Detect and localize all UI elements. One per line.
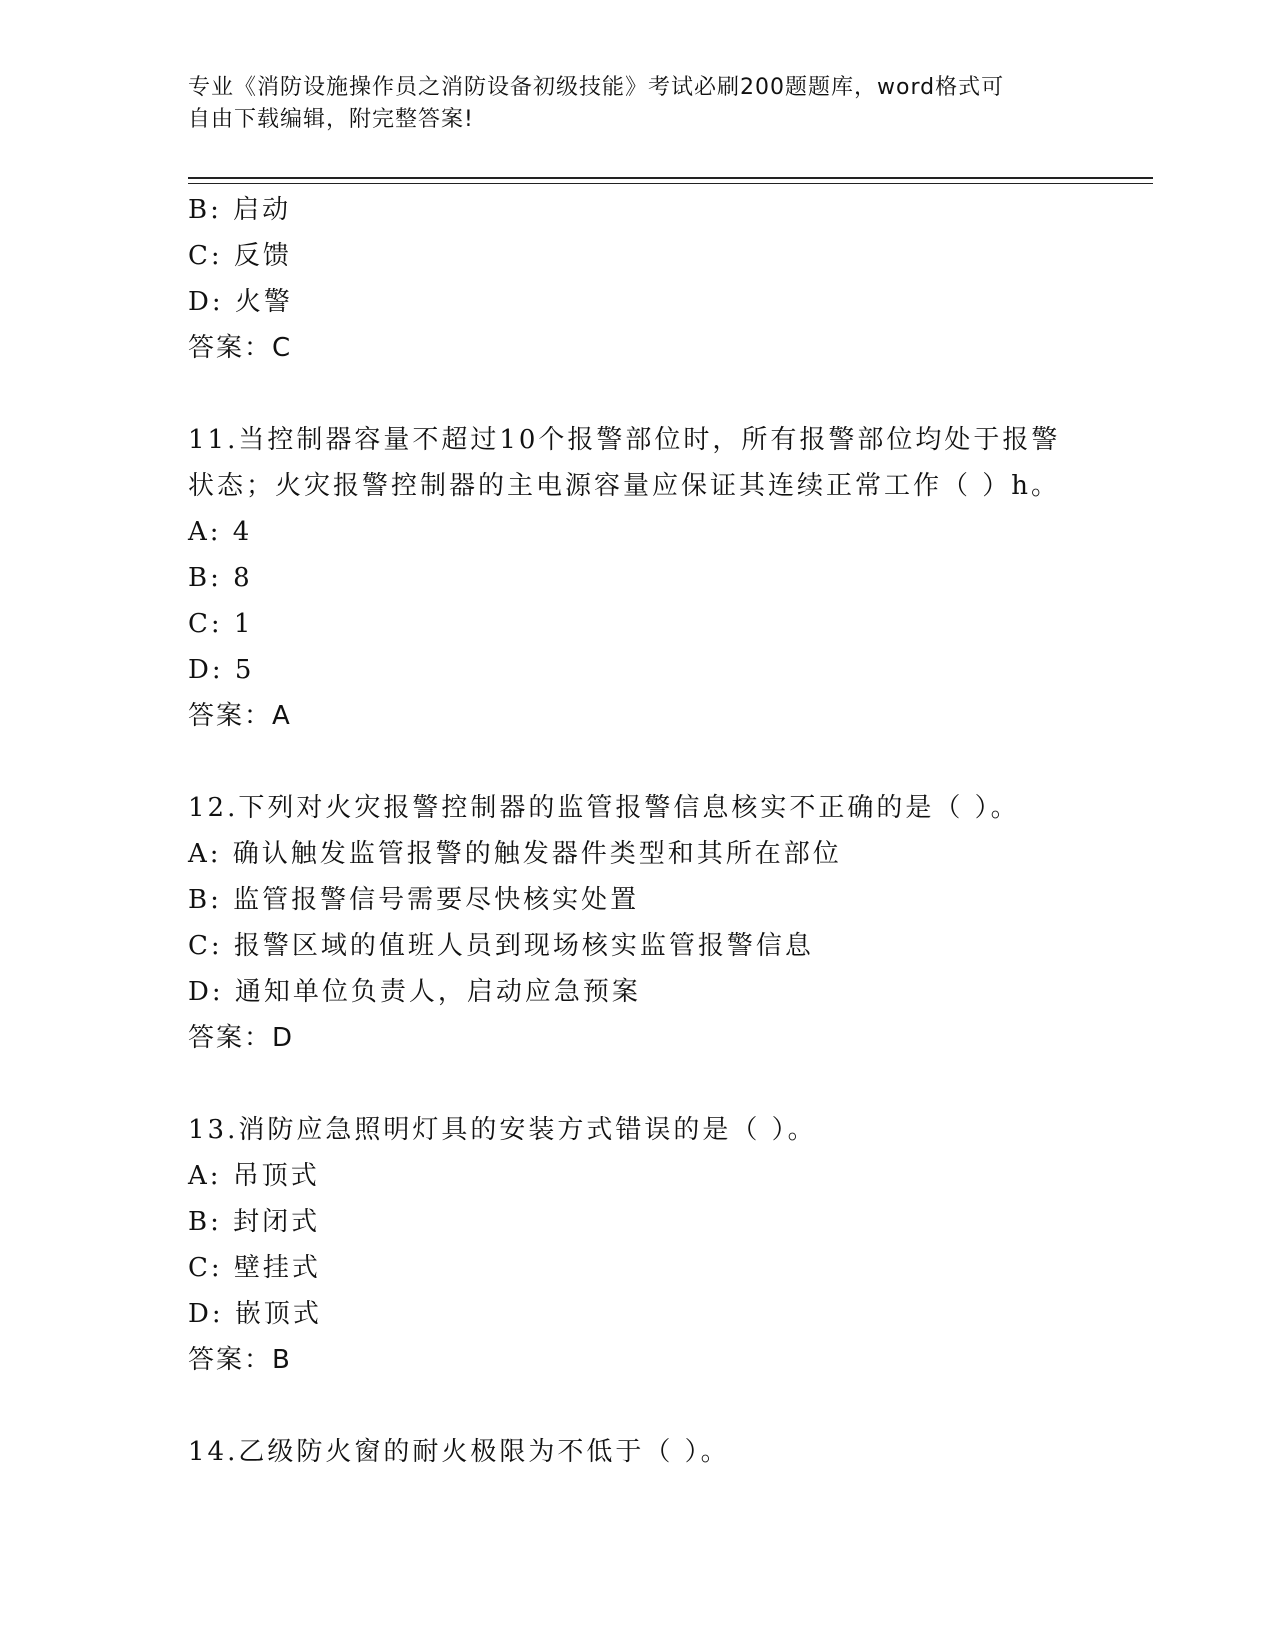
answer: 答案：C <box>188 333 293 363</box>
document-header <box>188 72 1088 136</box>
question-list <box>188 187 1148 1475</box>
option-a: A: 确认触发监管报警的触发器件类型和其所在部位 <box>188 839 842 869</box>
question-13 <box>188 1107 1148 1383</box>
answer: 答案：B <box>188 1345 292 1375</box>
question-14 <box>188 1429 1148 1475</box>
option-d: D: 5 <box>188 655 255 685</box>
option-d: D: 嵌顶式 <box>188 1299 322 1329</box>
question-12 <box>188 785 1148 1061</box>
option-b: B: 8 <box>188 563 253 593</box>
option-c: C: 报警区域的值班人员到现场核实监管报警信息 <box>188 931 814 961</box>
question-11 <box>188 417 1148 739</box>
answer: 答案：D <box>188 1023 295 1053</box>
option-a: A: 4 <box>188 517 253 547</box>
option-b: B: 启动 <box>188 195 292 225</box>
question-stem: 14.乙级防火窗的耐火极限为不低于（ ）。 <box>188 1437 730 1467</box>
option-c: C: 壁挂式 <box>188 1253 321 1283</box>
header-line-1: 专业《消防设施操作员之消防设备初级技能》考试必刷200题题库，word格式可 <box>188 75 1005 100</box>
answer: 答案：A <box>188 701 292 731</box>
header-line-2: 自由下载编辑，附完整答案! <box>188 107 474 132</box>
option-d: D: 通知单位负责人，启动应急预案 <box>188 977 641 1007</box>
header-divider-thin <box>188 183 1153 184</box>
option-b: B: 封闭式 <box>188 1207 321 1237</box>
option-c: C: 反馈 <box>188 241 292 271</box>
option-d: D: 火警 <box>188 287 293 317</box>
question-stem-cont: 状态；火灾报警控制器的主电源容量应保证其连续正常工作（ ）h。 <box>188 471 1061 501</box>
question-stem: 11.当控制器容量不超过10个报警部位时，所有报警部位均处于报警 <box>188 425 1061 455</box>
question-stem: 12.下列对火灾报警控制器的监管报警信息核实不正确的是（ ）。 <box>188 793 1020 823</box>
option-b: B: 监管报警信号需要尽快核实处置 <box>188 885 640 915</box>
question-10-continued <box>188 187 1148 371</box>
question-stem: 13.消防应急照明灯具的安装方式错误的是（ ）。 <box>188 1115 817 1145</box>
header-divider <box>188 177 1153 179</box>
option-a: A: 吊顶式 <box>188 1161 320 1191</box>
option-c: C: 1 <box>188 609 254 639</box>
